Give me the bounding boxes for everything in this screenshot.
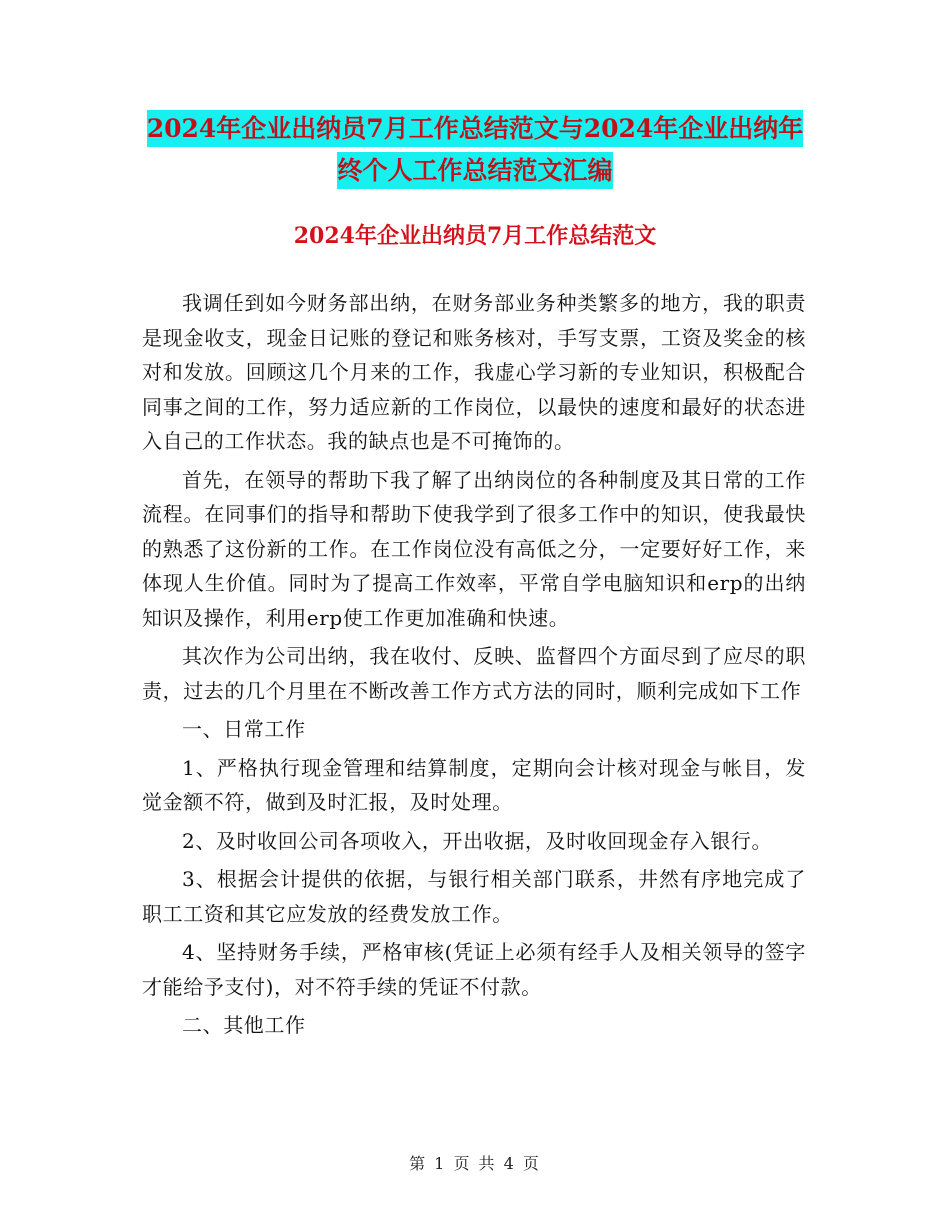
list-item: 1、严格执行现金管理和结算制度，定期向会计核对现金与帐目，发觉金额不符，做到及时汇报，及时处理。 <box>142 755 806 814</box>
list-heading: 一、日常工作 <box>182 717 306 741</box>
list-item: 3、根据会计提供的依据，与银行相关部门联系，井然有序地完成了职工工资和其它应发放的经费发放工作。 <box>142 867 806 926</box>
paragraph: 首先，在领导的帮助下我了解了出纳岗位的各种制度及其日常的工作流程。在同事们的指导和帮助下使我学到了很多工作中的知识，使我最快的熟悉了这份新的工作。在工作岗位没有高低之分，一定要好好工作，来体现人生价值。同时为了提高工作效率，平常自学电脑知识和erp的出纳知识及操作，利用erp使工作更加准确和快速。 <box>142 467 806 630</box>
section-title: 2024年企业出纳员7月工作总结范文 <box>293 223 657 249</box>
document-title <box>140 108 810 192</box>
list-heading: 二、其他工作 <box>182 1013 306 1037</box>
document-body <box>142 286 806 1047</box>
list-item: 2、及时收回公司各项收入，开出收据，及时收回现金存入银行。 <box>182 828 773 853</box>
paragraph: 我调任到如今财务部出纳，在财务部业务种类繁多的地方，我的职责是现金收支，现金日记账的登记和账务核对，手写支票，工资及奖金的核对和发放。回顾这几个月来的工作，我虚心学习新的专业知识，积极配合同事之间的工作，努力适应新的工作岗位，以最快的速度和最好的状态进入自己的工作状态。我的缺点也是不可掩饰的。 <box>142 291 806 453</box>
paragraph: 其次作为公司出纳，我在收付、反映、监督四个方面尽到了应尽的职责，过去的几个月里在不断改善工作方式方法的同时，顺利完成如下工作 <box>142 644 806 703</box>
page-footer: 第 1 页 共 4 页 <box>409 1154 541 1173</box>
title-highlight: 2024年企业出纳员7月工作总结范文与2024年企业出纳年终个人工作总结范文汇编 <box>147 110 804 189</box>
list-item: 4、坚持财务手续，严格审核(凭证上必须有经手人及相关领导的签字才能给予支付)，对不符手续的凭证不付款。 <box>142 940 806 999</box>
